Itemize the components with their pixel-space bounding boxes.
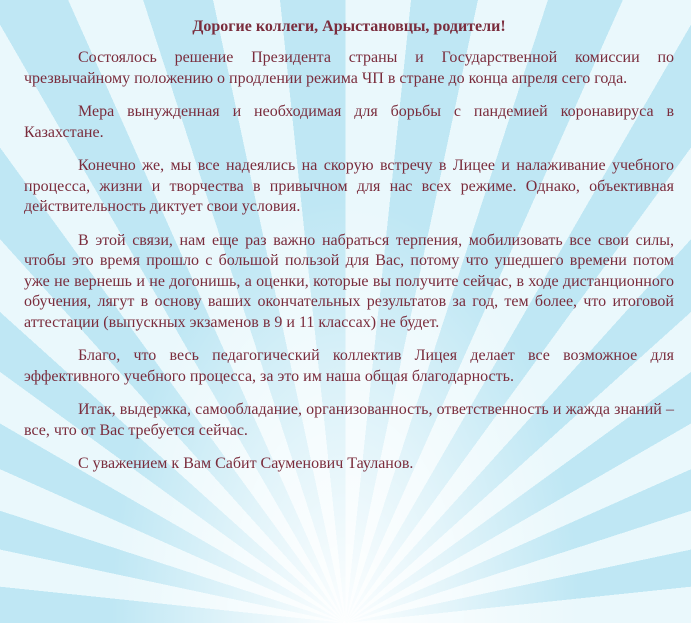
letter-paragraph: Итак, выдержка, самообладание, организованность, ответственность и жажда знаний – все, что от Вас требуется сейчас. [24,401,674,439]
letter-paragraph: Благо, что весь педагогический коллектив Лицея делает все возможное для эффективного учебного процесса, за это им наша общая благодарность. [24,347,674,385]
letter-signature: С уважением к Вам Сабит Сауменович Тауланов. [78,455,414,472]
letter-title: Дорогие коллеги, Арыстановцы, родители! [192,18,506,35]
letter-paragraph: В этой связи, нам еще раз важно набраться терпения, мобилизовать все свои силы, чтобы это время прошло с большой пользой для Вас, потому что ушедшего времени потом уже не вернешь и не догонишь, а оценки, которые вы получите сейчас, в ходе дистанционного обучения, лягут в основу ваших окончательных результатов за год, тем более, что итоговой аттестации (выпускных экзаменов в 9 и 11 классах) не будет. [24,231,674,331]
letter-paragraph: Конечно же, мы все надеялись на скорую встречу в Лицее и налаживание учебного процесса, жизни и творчества в привычном для нас всех режиме. Однако, объективная действительность диктует свои условия. [24,157,674,215]
letter-paragraph: Мера вынужденная и необходимая для борьбы с пандемией коронавируса в Казахстане. [24,103,674,141]
letter [24,16,674,475]
letter-paragraph: Состоялось решение Президента страны и Государственной комиссии по чрезвычайному положению о продлении режима ЧП в стране до конца апреля сего года. [24,49,674,87]
